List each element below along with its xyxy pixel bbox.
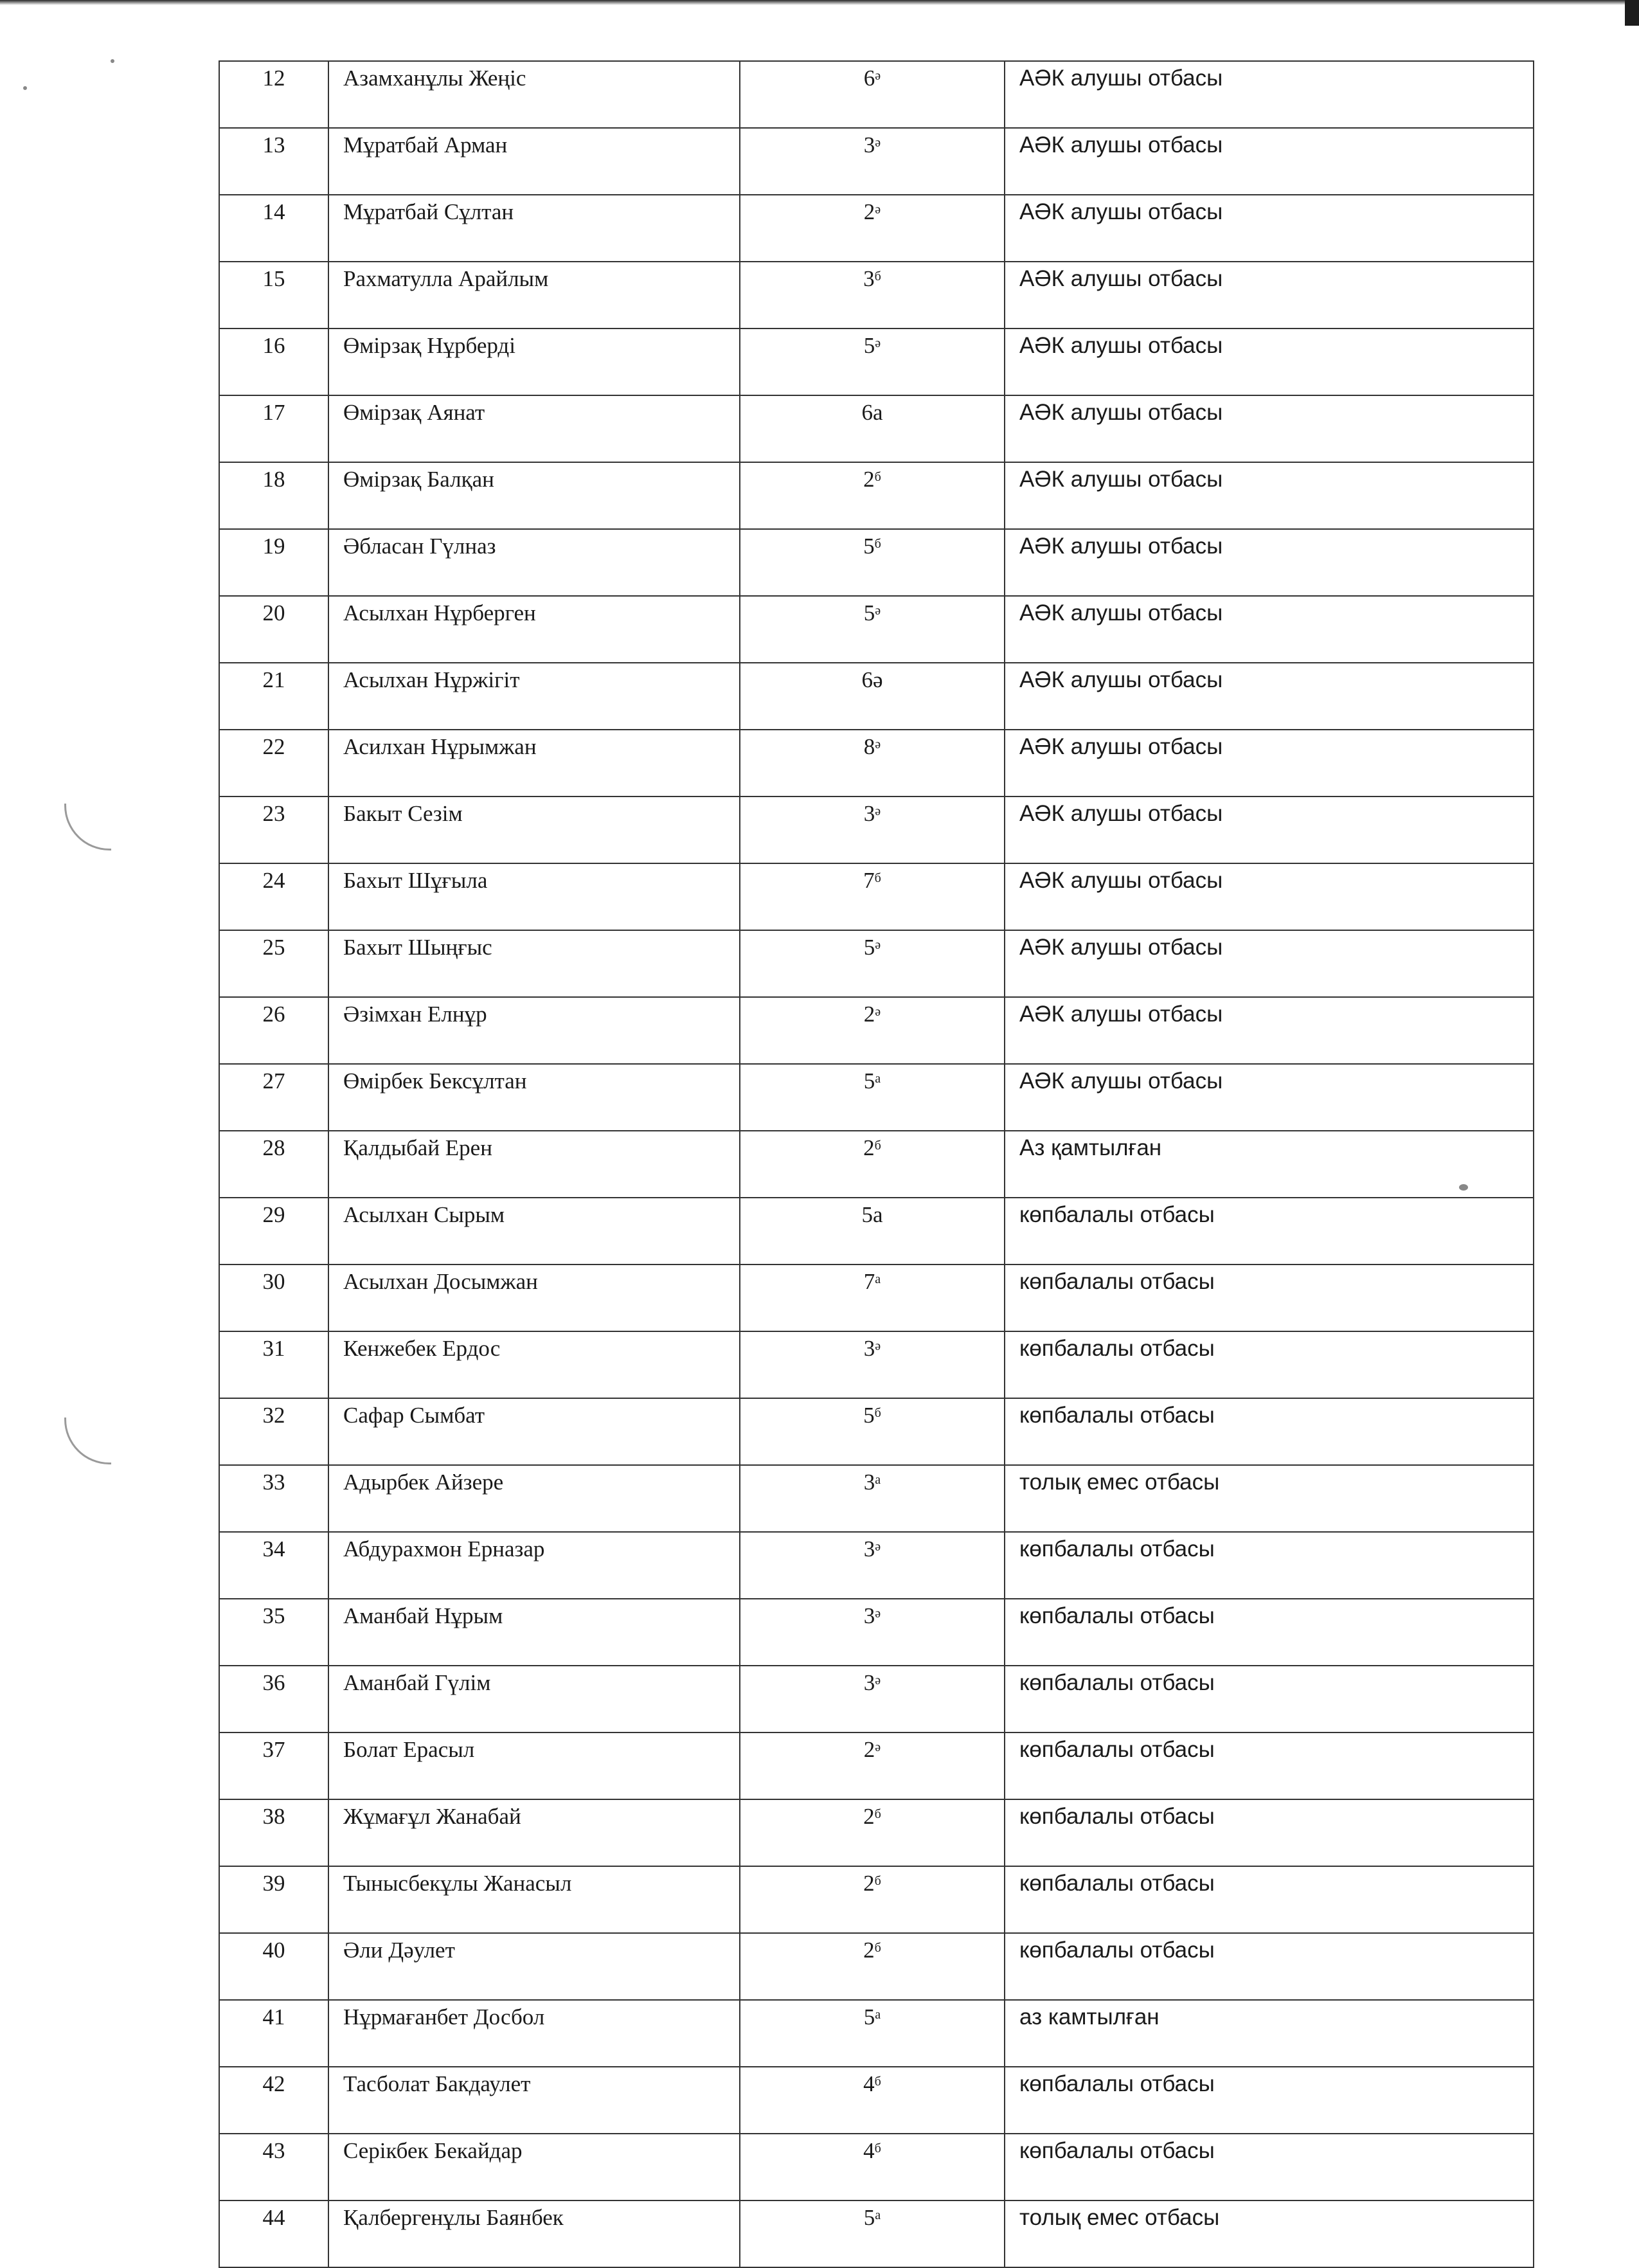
family-status: АӘК алушы отбасы — [1005, 1064, 1534, 1131]
class-grade — [740, 128, 1005, 195]
family-status: АӘК алушы отбасы — [1005, 195, 1534, 262]
grade-letter: а — [875, 2208, 881, 2222]
grade-number: 5 — [863, 2205, 875, 2230]
row-number: 24 — [219, 863, 328, 930]
grade-number: 3 — [863, 801, 875, 826]
grade-letter: а — [875, 1072, 881, 1086]
family-status: АӘК алушы отбасы — [1005, 863, 1534, 930]
class-grade — [740, 395, 1005, 462]
table-row — [219, 1131, 1534, 1198]
student-name: Жұмағұл Жанабай — [328, 1799, 740, 1866]
family-status: көпбалалы отбасы — [1005, 1799, 1534, 1866]
table-row — [219, 997, 1534, 1064]
grade-number: 6а — [861, 400, 883, 425]
scan-speck — [23, 86, 27, 90]
grade-letter: ә — [875, 336, 881, 350]
class-grade — [740, 1064, 1005, 1131]
table-row — [219, 195, 1534, 262]
table-row — [219, 1532, 1534, 1599]
family-status: АӘК алушы отбасы — [1005, 61, 1534, 128]
grade-number: 5 — [863, 2004, 875, 2030]
grade-number: 3 — [863, 1603, 875, 1628]
row-number: 30 — [219, 1264, 328, 1331]
grade-number: 5 — [863, 1403, 875, 1428]
table-row — [219, 2134, 1534, 2200]
student-name: Мұратбай Сұлтан — [328, 195, 740, 262]
student-name: Аманбай Нұрым — [328, 1599, 740, 1666]
student-name: Аманбай Гүлім — [328, 1666, 740, 1733]
student-name: Сафар Сымбат — [328, 1398, 740, 1465]
grade-letter: ә — [875, 136, 881, 150]
grade-letter: а — [875, 2008, 881, 2022]
student-name: Бакыт Сезім — [328, 797, 740, 863]
grade-letter: ә — [875, 1005, 881, 1019]
table-row — [219, 529, 1534, 596]
table-row — [219, 1064, 1534, 1131]
row-number: 43 — [219, 2134, 328, 2200]
grade-letter: ә — [875, 1339, 881, 1353]
grade-number: 5 — [863, 600, 875, 626]
row-number: 36 — [219, 1666, 328, 1733]
grade-number: 5а — [861, 1202, 883, 1227]
family-status: АӘК алушы отбасы — [1005, 128, 1534, 195]
grade-letter: б — [874, 1941, 881, 1955]
class-grade — [740, 2000, 1005, 2067]
table-row — [219, 797, 1534, 863]
row-number: 33 — [219, 1465, 328, 1532]
table-row — [219, 1733, 1534, 1799]
student-name: Асылхан Досымжан — [328, 1264, 740, 1331]
grade-number: 8 — [863, 734, 875, 759]
table-row — [219, 2000, 1534, 2067]
table-row — [219, 596, 1534, 663]
grade-number: 5 — [863, 1068, 875, 1094]
row-number: 37 — [219, 1733, 328, 1799]
student-name: Адырбек Айзере — [328, 1465, 740, 1532]
row-number: 35 — [219, 1599, 328, 1666]
family-status: Аз қамтылған — [1005, 1131, 1534, 1198]
student-name: Асылхан Сырым — [328, 1198, 740, 1264]
family-status: көпбалалы отбасы — [1005, 1331, 1534, 1398]
family-status: АӘК алушы отбасы — [1005, 997, 1534, 1064]
grade-letter: ә — [875, 1673, 881, 1688]
table-row — [219, 395, 1534, 462]
table-row — [219, 462, 1534, 529]
student-name: Тынысбекұлы Жанасыл — [328, 1866, 740, 1933]
table-row — [219, 1666, 1534, 1733]
student-name: Әли Дәулет — [328, 1933, 740, 2000]
table-row — [219, 1933, 1534, 2000]
row-number: 18 — [219, 462, 328, 529]
row-number: 40 — [219, 1933, 328, 2000]
class-grade — [740, 1866, 1005, 1933]
table-row — [219, 1331, 1534, 1398]
table-row — [219, 1398, 1534, 1465]
class-grade — [740, 596, 1005, 663]
grade-number: 7 — [863, 1269, 875, 1294]
class-grade — [740, 863, 1005, 930]
table-row — [219, 128, 1534, 195]
table-row — [219, 61, 1534, 128]
grade-letter: ә — [875, 1540, 881, 1554]
grade-letter: б — [874, 1138, 881, 1153]
row-number: 42 — [219, 2067, 328, 2134]
row-number: 13 — [219, 128, 328, 195]
grade-letter: а — [875, 1272, 881, 1286]
student-name: Әбласан Гүлназ — [328, 529, 740, 596]
grade-letter: б — [874, 2074, 881, 2089]
class-grade — [740, 1799, 1005, 1866]
class-grade — [740, 262, 1005, 328]
grade-number: 5 — [863, 333, 875, 358]
family-status: көпбалалы отбасы — [1005, 1398, 1534, 1465]
row-number: 23 — [219, 797, 328, 863]
student-name: Қалдыбай Ерен — [328, 1131, 740, 1198]
class-grade — [740, 2067, 1005, 2134]
row-number: 34 — [219, 1532, 328, 1599]
grade-number: 7 — [863, 868, 875, 893]
family-status: көпбалалы отбасы — [1005, 1866, 1534, 1933]
row-number: 39 — [219, 1866, 328, 1933]
class-grade — [740, 1733, 1005, 1799]
family-status: толық емес отбасы — [1005, 2200, 1534, 2267]
table-row — [219, 1799, 1534, 1866]
student-name: Өмірзақ Аянат — [328, 395, 740, 462]
grade-letter: ә — [875, 938, 881, 952]
grade-number: 6 — [863, 66, 875, 91]
grade-number: 4 — [863, 2138, 875, 2163]
table-row — [219, 1866, 1534, 1933]
row-number: 21 — [219, 663, 328, 730]
student-name: Рахматулла Арайлым — [328, 262, 740, 328]
family-status: АӘК алушы отбасы — [1005, 262, 1534, 328]
row-number: 32 — [219, 1398, 328, 1465]
class-grade — [740, 1933, 1005, 2000]
row-number: 26 — [219, 997, 328, 1064]
family-status: толық емес отбасы — [1005, 1465, 1534, 1532]
student-name: Нұрмағанбет Досбол — [328, 2000, 740, 2067]
family-status: көпбалалы отбасы — [1005, 2067, 1534, 2134]
class-grade — [740, 730, 1005, 797]
table-row — [219, 1264, 1534, 1331]
row-number: 22 — [219, 730, 328, 797]
row-number: 16 — [219, 328, 328, 395]
row-number: 20 — [219, 596, 328, 663]
grade-number: 6ә — [861, 667, 883, 692]
grade-letter: б — [874, 269, 881, 284]
grade-number: 3 — [863, 1670, 875, 1695]
student-name: Бахыт Шұғыла — [328, 863, 740, 930]
class-grade — [740, 2134, 1005, 2200]
grade-letter: ә — [875, 1740, 881, 1754]
row-number: 17 — [219, 395, 328, 462]
table-row — [219, 1198, 1534, 1264]
student-name: Мұратбай Арман — [328, 128, 740, 195]
row-number: 27 — [219, 1064, 328, 1131]
table-row — [219, 2067, 1534, 2134]
family-status: АӘК алушы отбасы — [1005, 462, 1534, 529]
class-grade — [740, 1666, 1005, 1733]
family-status: көпбалалы отбасы — [1005, 1666, 1534, 1733]
student-name: Тасболат Бакдаулет — [328, 2067, 740, 2134]
student-name: Азамханұлы Жеңіс — [328, 61, 740, 128]
grade-number: 3 — [863, 1336, 875, 1361]
family-status: АӘК алушы отбасы — [1005, 596, 1534, 663]
table-row — [219, 730, 1534, 797]
family-status: көпбалалы отбасы — [1005, 2134, 1534, 2200]
grade-number: 3 — [863, 266, 875, 291]
grade-number: 2 — [863, 1804, 875, 1829]
grade-number: 5 — [863, 935, 875, 960]
grade-letter: б — [874, 2141, 881, 2156]
grade-letter: б — [874, 470, 881, 484]
class-grade — [740, 1264, 1005, 1331]
class-grade — [740, 1198, 1005, 1264]
student-name: Қалбергенұлы Баянбек — [328, 2200, 740, 2267]
grade-number: 2 — [863, 1002, 875, 1027]
class-grade — [740, 997, 1005, 1064]
class-grade — [740, 663, 1005, 730]
class-grade — [740, 328, 1005, 395]
grade-letter: а — [875, 1473, 881, 1487]
grade-letter: б — [874, 1874, 881, 1888]
class-grade — [740, 1331, 1005, 1398]
grade-number: 2 — [863, 199, 875, 224]
student-name: Бахыт Шыңғыс — [328, 930, 740, 997]
row-number: 12 — [219, 61, 328, 128]
class-grade — [740, 1599, 1005, 1666]
grade-number: 2 — [863, 1135, 875, 1160]
grade-letter: б — [874, 1807, 881, 1821]
family-status: АӘК алушы отбасы — [1005, 797, 1534, 863]
family-status: АӘК алушы отбасы — [1005, 395, 1534, 462]
grade-number: 2 — [863, 1871, 875, 1896]
punch-hole-mark — [64, 804, 111, 851]
grade-letter: ә — [875, 203, 881, 217]
table-row — [219, 2200, 1534, 2267]
class-grade — [740, 797, 1005, 863]
grade-number: 3 — [863, 1470, 875, 1495]
family-status: АӘК алушы отбасы — [1005, 663, 1534, 730]
student-name: Өмірбек Бексұлтан — [328, 1064, 740, 1131]
family-status: аз камтылған — [1005, 2000, 1534, 2067]
class-grade — [740, 462, 1005, 529]
class-grade — [740, 1398, 1005, 1465]
table-row — [219, 930, 1534, 997]
class-grade — [740, 1465, 1005, 1532]
family-status: АӘК алушы отбасы — [1005, 529, 1534, 596]
class-grade — [740, 2200, 1005, 2267]
grade-letter: ә — [875, 737, 881, 752]
grade-number: 2 — [863, 467, 875, 492]
class-grade — [740, 195, 1005, 262]
student-name: Болат Ерасыл — [328, 1733, 740, 1799]
grade-letter: б — [874, 1406, 881, 1420]
row-number: 15 — [219, 262, 328, 328]
grade-number: 4 — [863, 2071, 875, 2096]
table-row — [219, 262, 1534, 328]
table-row — [219, 663, 1534, 730]
student-name: Абдурахмон Ерназар — [328, 1532, 740, 1599]
student-name: Әзімхан Елнұр — [328, 997, 740, 1064]
row-number: 25 — [219, 930, 328, 997]
punch-hole-mark — [64, 1418, 111, 1464]
family-status: АӘК алушы отбасы — [1005, 328, 1534, 395]
row-number: 44 — [219, 2200, 328, 2267]
class-grade — [740, 529, 1005, 596]
class-grade — [740, 930, 1005, 997]
grade-letter: ә — [875, 1607, 881, 1621]
grade-number: 3 — [863, 132, 875, 158]
scan-top-edge — [0, 0, 1639, 5]
family-status: көпбалалы отбасы — [1005, 1733, 1534, 1799]
row-number: 29 — [219, 1198, 328, 1264]
row-number: 28 — [219, 1131, 328, 1198]
table-row — [219, 863, 1534, 930]
row-number: 19 — [219, 529, 328, 596]
grade-number: 3 — [863, 1536, 875, 1562]
class-grade — [740, 61, 1005, 128]
grade-letter: ә — [875, 69, 881, 83]
table-row — [219, 328, 1534, 395]
grade-number: 5 — [863, 534, 875, 559]
student-name: Асылхан Нұржігіт — [328, 663, 740, 730]
row-number: 31 — [219, 1331, 328, 1398]
grade-letter: ә — [875, 604, 881, 618]
grade-number: 2 — [863, 1737, 875, 1762]
roster-body — [219, 61, 1534, 2267]
row-number: 14 — [219, 195, 328, 262]
scan-speck — [111, 59, 114, 63]
family-status: көпбалалы отбасы — [1005, 1198, 1534, 1264]
class-grade — [740, 1532, 1005, 1599]
student-roster-table — [219, 60, 1534, 2268]
family-status: АӘК алушы отбасы — [1005, 930, 1534, 997]
grade-letter: б — [874, 871, 881, 885]
student-name: Асылхан Нұрберген — [328, 596, 740, 663]
student-name: Серікбек Бекайдар — [328, 2134, 740, 2200]
student-name: Өмірзақ Нұрберді — [328, 328, 740, 395]
grade-letter: ә — [875, 804, 881, 818]
class-grade — [740, 1131, 1005, 1198]
grade-number: 2 — [863, 1938, 875, 1963]
family-status: көпбалалы отбасы — [1005, 1532, 1534, 1599]
family-status: көпбалалы отбасы — [1005, 1933, 1534, 2000]
table-row — [219, 1465, 1534, 1532]
family-status: көпбалалы отбасы — [1005, 1264, 1534, 1331]
grade-letter: б — [874, 537, 881, 551]
row-number: 41 — [219, 2000, 328, 2067]
row-number: 38 — [219, 1799, 328, 1866]
student-name: Кенжебек Ердос — [328, 1331, 740, 1398]
table-row — [219, 1599, 1534, 1666]
student-name: Асилхан Нұрымжан — [328, 730, 740, 797]
scan-corner-shadow — [1625, 0, 1639, 26]
family-status: көпбалалы отбасы — [1005, 1599, 1534, 1666]
student-name: Өмірзақ Балқан — [328, 462, 740, 529]
family-status: АӘК алушы отбасы — [1005, 730, 1534, 797]
